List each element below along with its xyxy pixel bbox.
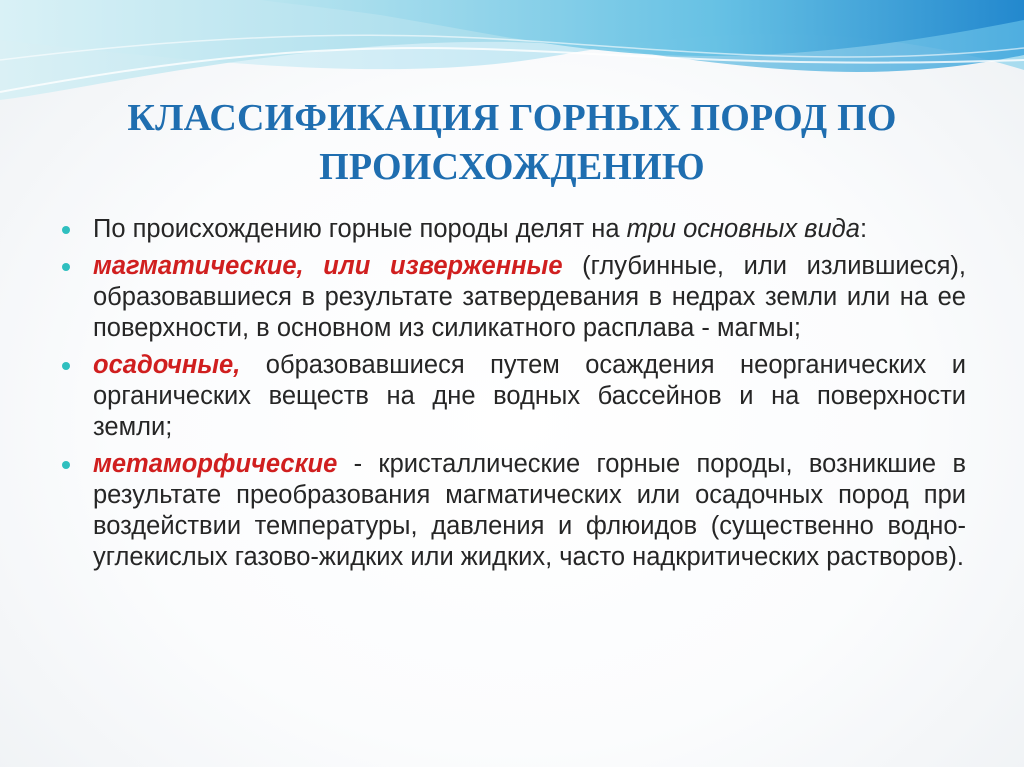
bullet-igneous-text: (глубинные, или излившиеся), образовавшиеся в результате затвердевания в недрах земли или на ее поверхности, в основном из силикатного расплава - магмы; — [93, 252, 966, 342]
term-sedimentary: осадочные, — [93, 351, 241, 379]
bullet-sedimentary-text: образовавшиеся путем осаждения неорганических и органических веществ на дне водных бассейнов и на поверхности земли; — [93, 351, 966, 441]
bullet-item-igneous — [60, 251, 966, 344]
bullet-dot-icon — [62, 362, 70, 370]
bullet-dot-icon — [62, 226, 70, 234]
title-line-2: ПРОИСХОЖДЕНИЮ — [319, 146, 705, 188]
bullet-intro-emphasis: три основных вида — [626, 215, 860, 243]
bullet-metamorphic-text: - кристаллические горные породы, возникшие в результате преобразования магматических или осадочных пород при воздействии температуры, давления и флюидов (существенно водно-углекислых газово-жидких или жидких, часто надкритических растворов). — [93, 450, 966, 571]
bullet-dot-icon — [62, 263, 70, 271]
title-line-1: КЛАССИФИКАЦИЯ ГОРНЫХ ПОРОД ПО — [127, 97, 897, 139]
bullet-dot-icon — [62, 461, 70, 469]
bullet-item-intro — [60, 214, 966, 245]
slide-title — [0, 94, 1024, 192]
bullet-intro-rest: : — [859, 215, 868, 243]
term-igneous: магматические, или изверженные — [93, 252, 563, 280]
bullet-item-sedimentary — [60, 350, 966, 443]
bullet-item-metamorphic — [60, 449, 966, 573]
bullet-intro-lead: По происхождению горные породы делят на — [93, 215, 627, 243]
bullet-list — [60, 214, 966, 579]
term-metamorphic: метаморфические — [93, 450, 338, 478]
